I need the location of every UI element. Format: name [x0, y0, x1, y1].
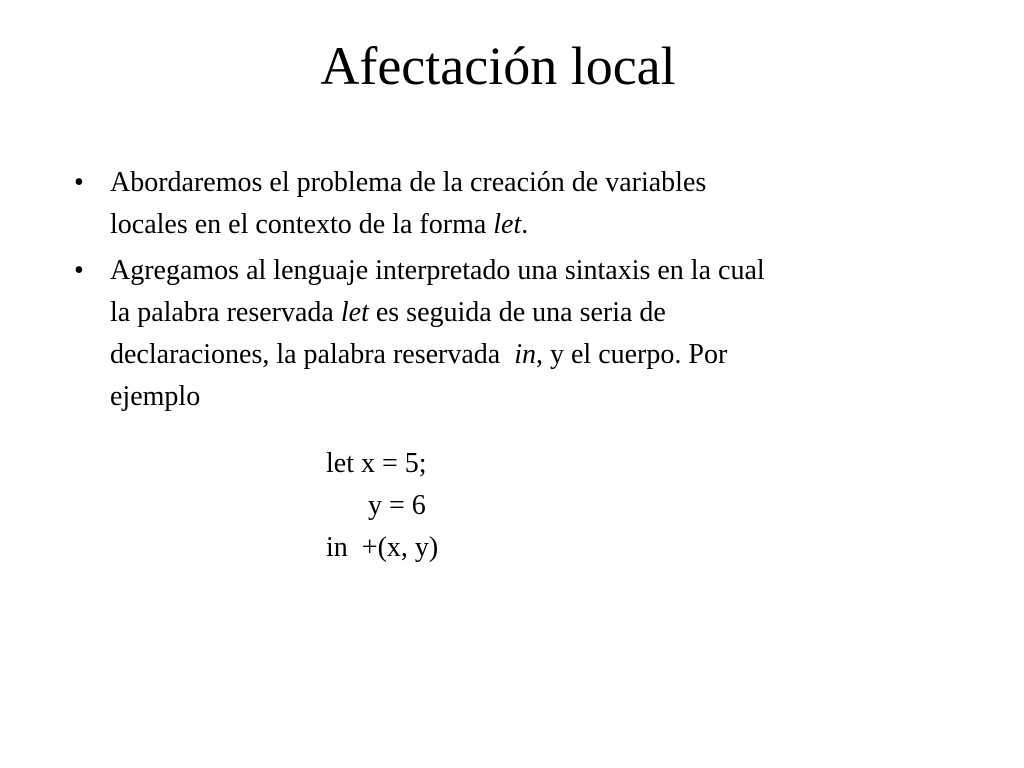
bullet-line	[110, 250, 934, 292]
text-run: , y el cuerpo. Por	[535, 339, 728, 370]
bullet-item-1	[74, 162, 934, 246]
bullet-line	[110, 334, 934, 376]
code-example	[326, 443, 438, 569]
keyword-let: let	[340, 297, 369, 328]
keyword-in: in	[514, 339, 536, 370]
code-line: in +(x, y)	[326, 532, 439, 563]
code-line: let x = 5;	[326, 448, 427, 479]
bullet-line	[110, 376, 934, 418]
slide-title: Afectación local	[320, 36, 676, 96]
keyword-let: let	[493, 209, 522, 240]
text-run: ejemplo	[110, 381, 201, 412]
text-run: declaraciones, la palabra reservada	[110, 339, 515, 370]
bullet-line	[110, 162, 934, 204]
text-run: la palabra reservada	[110, 297, 341, 328]
text-run: Abordaremos el problema de la creación de variables	[110, 167, 707, 198]
bullet-marker: •	[74, 255, 84, 286]
text-run: es seguida de una seria de	[368, 297, 666, 328]
text-run: .	[521, 209, 529, 240]
text-run: Agregamos al lenguaje interpretado una sintaxis en la cual	[110, 255, 765, 286]
bullet-list	[74, 162, 934, 422]
bullet-marker: •	[74, 167, 84, 198]
code-line: y = 6	[326, 490, 426, 521]
text-run: locales en el contexto de la forma	[110, 209, 494, 240]
bullet-item-2	[74, 250, 934, 418]
bullet-line	[110, 292, 934, 334]
bullet-line	[110, 204, 934, 246]
